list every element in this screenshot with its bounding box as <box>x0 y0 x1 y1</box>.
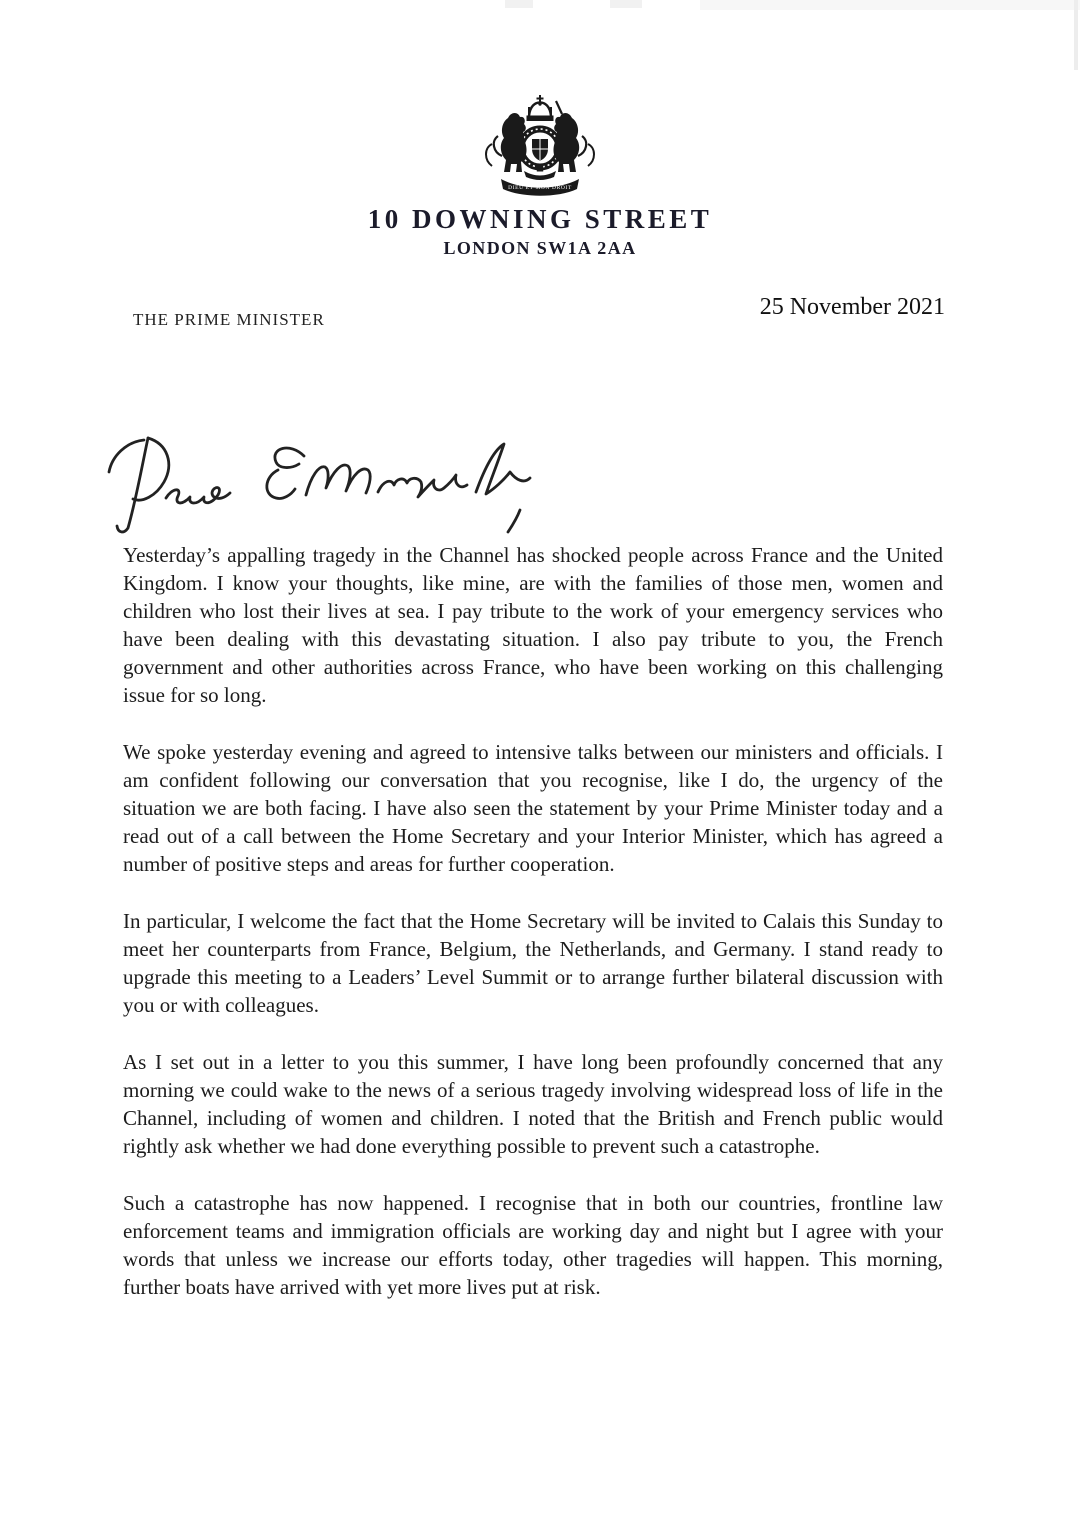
letter-body <box>123 541 943 1330</box>
royal-coat-of-arms-icon <box>479 94 601 198</box>
meta-row <box>133 294 945 330</box>
body-paragraph: We spoke yesterday evening and agreed to intensive talks between our ministers and officials. I am confident following our conversation that you recognise, like I do, the urgency of the situation we are both facing. I have also seen the statement by your Prime Minister today and a read out of a call between the Home Secretary and your Interior Minister, which has agreed a number of positive steps and areas for further cooperation. <box>123 740 943 876</box>
handwriting-ink <box>92 420 532 538</box>
sender-title: THE PRIME MINISTER <box>133 310 325 329</box>
scan-artifact <box>1074 0 1078 70</box>
letterhead <box>0 94 1080 259</box>
letter-date: 25 November 2021 <box>759 294 945 320</box>
scan-artifact <box>610 0 642 8</box>
body-paragraph: In particular, I welcome the fact that the Home Secretary will be invited to Calais this Sunday to meet her counterparts from France, Belgium, the Netherlands, and Germany. I stand ready to upgrade this meeting to a Leaders’ Level Summit or to arrange further bilateral discussion with you or with colleagues. <box>123 909 943 1017</box>
body-paragraph: As I set out in a letter to you this summer, I have long been profoundly concerned that any morning we could wake to the news of a serious tragedy involving widespread loss of life in the Channel, including of women and children. I noted that the British and French public would rightly ask whether we had done everything possible to prevent such a catastrophe. <box>123 1050 943 1158</box>
letterhead-address-line1: 10 DOWNING STREET <box>367 204 713 234</box>
body-paragraph: Such a catastrophe has now happened. I recognise that in both our countries, frontline law enforcement teams and immigration officials are working day and night but I agree with your words that unless we increase our efforts today, other tragedies will happen. This morning, further boats have arrived with yet more lives put at risk. <box>123 1191 943 1299</box>
body-paragraph: Yesterday’s appalling tragedy in the Channel has shocked people across France and the United Kingdom. I know your thoughts, like mine, are with the families of those men, women and children who lost their lives at sea. I pay tribute to the work of your emergency services who have been dealing with this devastating situation. I also pay tribute to you, the French government and other authorities across France, who have been working on this challenging issue for so long. <box>123 543 943 707</box>
crest-motto: DIEU ET MON DROIT <box>508 185 572 191</box>
scan-artifact <box>505 0 533 8</box>
salutation-handwritten <box>92 420 532 538</box>
scan-artifact <box>700 0 1080 10</box>
letterhead-address-line2: LONDON SW1A 2AA <box>443 238 637 258</box>
